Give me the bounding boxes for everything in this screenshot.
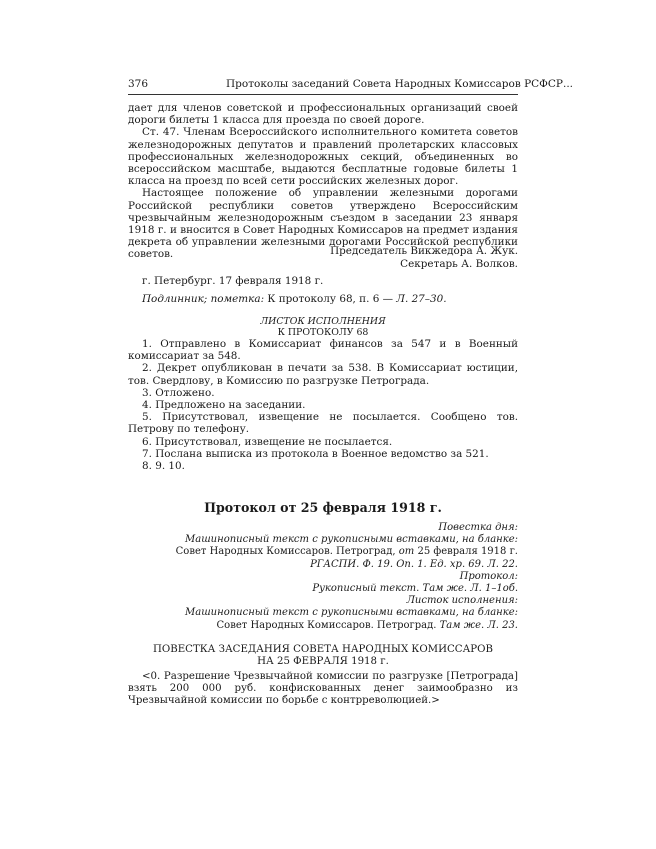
signatures <box>128 245 518 271</box>
meta-exec-label: Листок исполнения: <box>406 595 518 607</box>
agenda-item-0: <0. Разрешение Чрезвычайной комиссии по разгрузке [Петрограда] взять 200 000 руб. конфискованных денег заимообразно из Чрезвычайной комиссии по борьбе с контрреволюцией.> <box>128 671 518 706</box>
execution-item: 3. Отложено. <box>142 386 215 399</box>
execution-sheet <box>128 316 518 472</box>
execution-item: 8. 9. 10. <box>142 460 185 473</box>
meta-exec-source <box>128 620 518 632</box>
execution-item: 4. Предложено на заседании. <box>142 399 306 412</box>
execution-subheading: К ПРОТОКОЛУ 68 <box>277 327 369 338</box>
execution-item: 1. Отправлено в Комиссариат финансов за 547 и в Военный комиссариат за 548. <box>128 338 518 363</box>
execution-item: 7. Послана выписка из протокола в Военное ведомство за 521. <box>142 447 489 460</box>
running-title: Протоколы заседаний Совета Народных Комиссаров РСФСР... <box>226 78 573 90</box>
meta-agenda-label: Повестка дня: <box>438 522 518 533</box>
execution-item: 6. Присутствовал, извещение не посылается. <box>142 435 393 448</box>
agenda-date: НА 25 ФЕВРАЛЯ 1918 г. <box>257 656 389 667</box>
place-date-block <box>128 275 518 287</box>
meta-agenda-source-from: от <box>398 546 415 558</box>
meta-agenda-source <box>128 546 518 558</box>
agenda-section <box>128 644 518 707</box>
meta-exec-source-text: Совет Народных Комиссаров. Петроград. <box>216 619 440 631</box>
original-ref: Л. 27–30. <box>396 293 447 305</box>
protocol-title: Протокол от 25 февраля 1918 г. <box>204 500 442 515</box>
signature-chairman: Председатель Викжедора А. Жук. <box>330 245 518 257</box>
execution-item: 5. Присутствовал, извещение не посылается. Сообщено тов. Петрову по телефону. <box>128 411 518 436</box>
original-label: Подлинник; пометка: <box>142 293 265 305</box>
header-rule <box>128 94 518 95</box>
meta-agenda-source-text: Совет Народных Комиссаров. Петроград, <box>175 546 399 558</box>
execution-item: 2. Декрет опубликован в печати за 538. В Комиссариат юстиции, тов. Свердлову, в Комиссию по разгрузке Петрограда. <box>128 362 518 387</box>
execution-heading: ЛИСТОК ИСПОЛНЕНИЯ <box>260 316 386 327</box>
meta-agenda-source-date: 25 февраля 1918 г. <box>414 546 518 558</box>
meta-protocol-text: Рукописный текст. Там же. Л. 1–1об. <box>312 583 518 595</box>
meta-agenda-archive: РГАСПИ. Ф. 19. Оп. 1. Ед. хр. 69. Л. 22. <box>310 558 518 570</box>
meta-exec-ref: Там же. Л. 23. <box>439 619 518 631</box>
paragraph-approval: Настоящее положение об управлении железными дорогами Российской республики советов утверждено Всероссийским чрезвычайным железнодорожным съездом в заседании 23 января 1918 г. и вносится в Совет Народных Комиссаров на предмет издания декрета об управлении железными дорогами Российской республики советов. <box>128 187 518 261</box>
meta-exec-type: Машинописный текст с рукописными вставками, на бланке: <box>185 607 518 619</box>
signature-secretary: Секретарь А. Волков. <box>400 258 518 271</box>
meta-agenda-type: Машинописный текст с рукописными вставками, на бланке: <box>185 534 518 546</box>
page-number: 376 <box>128 78 149 90</box>
original-text: К протоколу 68, п. 6 — <box>264 293 397 305</box>
paragraph-article-47: Ст. 47. Членам Всероссийского исполнительного комитета советов железнодорожных депутатов и правлений пролетарских классовых профессиональных железнодорожных секций, объединенных во всероссийском масштабе, выдаются бесплатные годовые билеты 1 класса на проезд по всей сети российских железных дорог. <box>128 126 518 188</box>
agenda-heading: ПОВЕСТКА ЗАСЕДАНИЯ СОВЕТА НАРОДНЫХ КОМИССАРОВ <box>153 644 493 655</box>
source-metadata <box>128 522 518 632</box>
body-text <box>128 102 518 261</box>
original-note <box>128 293 518 305</box>
meta-protocol-label: Протокол: <box>459 570 518 582</box>
paragraph-1: дает для членов советской и профессиональных организаций своей дороги билеты 1 класса для проезда по своей дороге. <box>128 102 518 127</box>
place-date: г. Петербург. 17 февраля 1918 г. <box>142 275 324 287</box>
